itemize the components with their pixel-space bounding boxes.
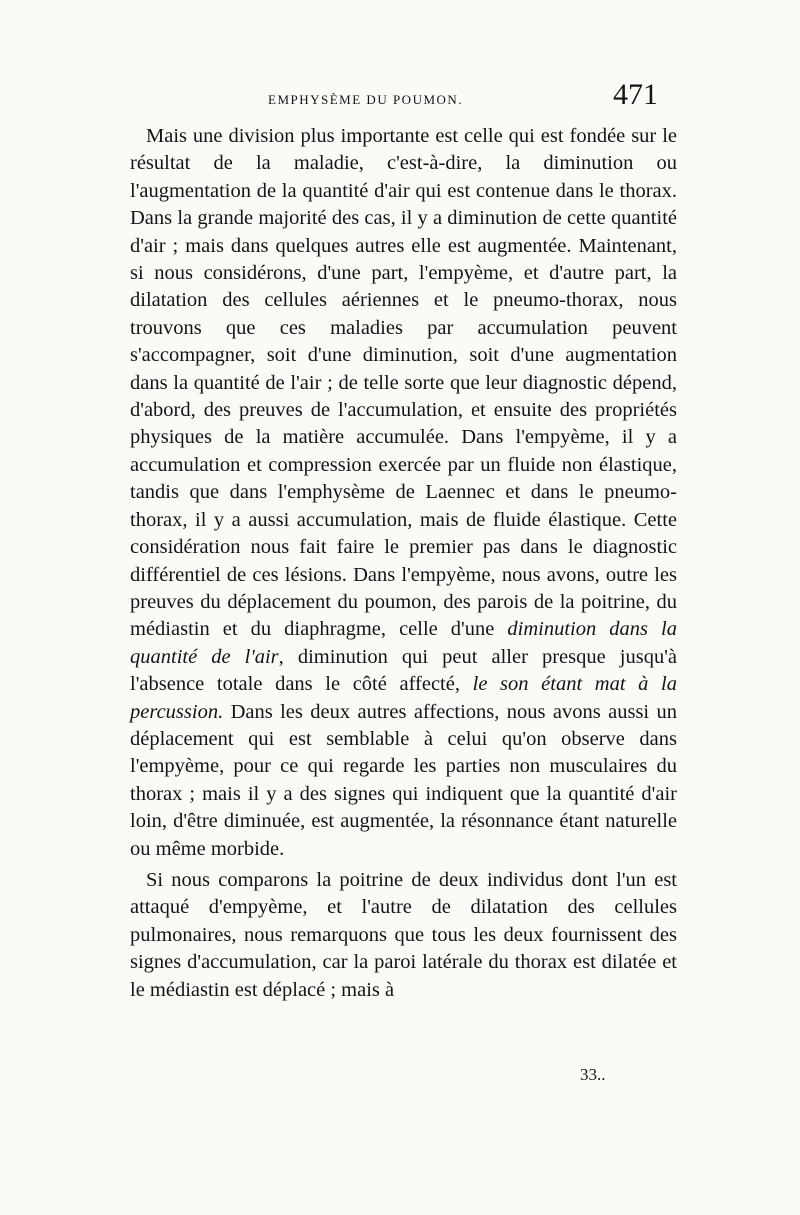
text-segment: Si nous comparons la poitrine de deux individus dont l'un est attaqué d'empyème, et l'autre de dilatation des cellules pulmonaires, nous remarquons que tous les deux fournissent des signes d'accumulation, car la paroi latérale du thorax est dilatée et le médiastin est déplacé ; mais à: [130, 868, 677, 1001]
body-text: [130, 123, 677, 1004]
page-number: 471: [613, 78, 658, 111]
text-segment: Dans les deux autres affections, nous avons aussi un déplacement qui est semblable à celui qu'on observe dans l'empyème, pour ce qui regarde les parties non musculaires du thorax ; mais il y a des signes qui indiquent que la quantité d'air loin, d'être diminuée, est augmentée, la résonnance étant naturelle ou même morbide.: [130, 700, 677, 860]
text-segment: , diminution qui peut aller presque jusqu'à l'absence totale dans le côté affecté,: [130, 645, 677, 696]
text-segment: Mais une division plus importante est celle qui est fondée sur le résultat de la maladie, c'est-à-dire, la diminution ou l'augmentation de la quantité d'air qui est contenue dans le thorax. Dans la grande majorité des cas, il y a diminution de cette quantité d'air ; mais dans quelques autres elle est augmentée. Maintenant, si nous considérons, d'une part, l'empyème, et d'autre part, la dilatation des cellules aériennes et le pneumo-thorax, nous trouvons que ces maladies par accumulation peuvent s'accompagner, soit d'une diminution, soit d'une augmentation dans la quantité de l'air ; de telle sorte que leur diagnostic dépend, d'abord, des preuves de l'accumulation, et ensuite des propriétés physiques de la matière accumulée. Dans l'empyème, il y a accumulation et compression exercée par un fluide non élastique, tandis que dans l'emphysème de Laennec et dans le pneumo-thorax, il y a aussi accumulation, mais de fluide élastique. Cette considération nous fait faire le premier pas dans le diagnostic différentiel de ces lésions. Dans l'empyème, nous avons, outre les preuves du déplacement du poumon, des parois de la poitrine, du médiastin et du diaphragme, celle d'une: [130, 125, 677, 641]
running-title: EMPHYSÈME DU POUMON.: [268, 92, 464, 107]
signature-mark: 33..: [580, 1065, 606, 1084]
italic-phrase-diminution: diminution dans la quantité de l'air: [130, 618, 678, 668]
italic-phrase-percussion: le son étant mat à la percussion.: [130, 673, 678, 723]
paragraph-1: [130, 123, 677, 863]
paragraph-2: [130, 867, 677, 1004]
